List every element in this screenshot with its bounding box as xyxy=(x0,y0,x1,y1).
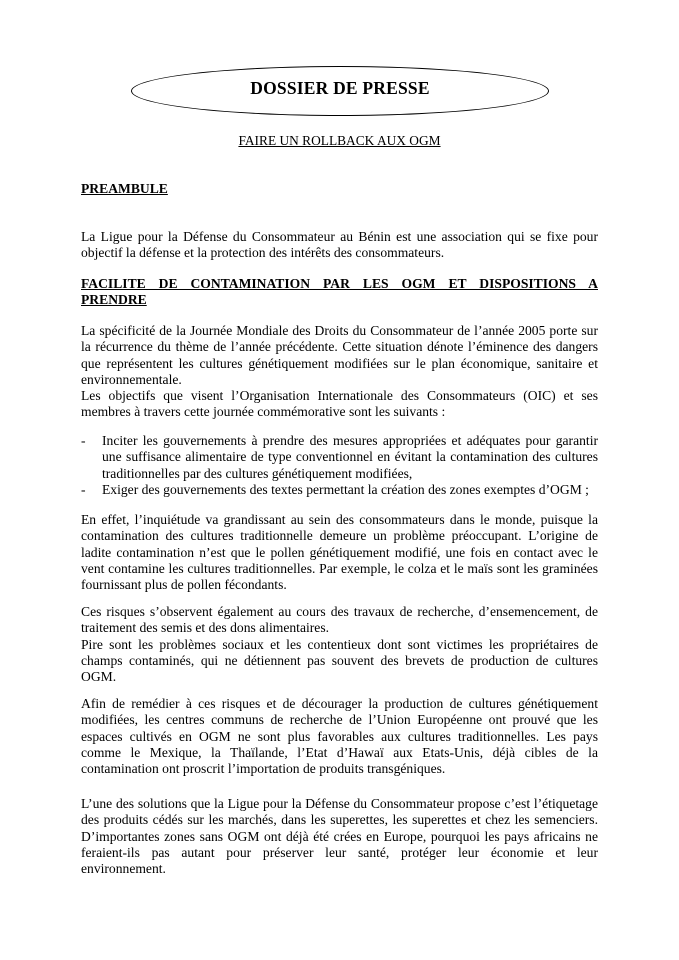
text-line: L’une des solutions que la Ligue pour la Défense du Consommateur propose c’est l’étiquetage xyxy=(81,796,598,811)
text-line: contamination des cultures traditionnelle demeure un problème préoccupant. L’origine de xyxy=(81,528,598,544)
list-dash: - xyxy=(81,433,86,448)
text-line: D’importantes zones sans OGM ont déjà été crées en Europe, pourquoi les pays africains ne xyxy=(81,828,598,844)
text-line: une suffisance alimentaire de type conventionnel en évitant la contamination des cultures xyxy=(102,449,598,465)
document-subtitle: FAIRE UN ROLLBACK AUX OGM xyxy=(238,133,441,148)
preamble-paragraph xyxy=(81,229,598,262)
objectives-list xyxy=(81,433,598,498)
text-line: objectif la défense et la protection des intérêts des consommateurs. xyxy=(81,245,445,261)
text-line: La spécificité de la Journée Mondiale des Droits du Consommateur de l’année 2005 porte sur xyxy=(81,323,598,338)
text-line: traitement des semis et des dons alimentaires. xyxy=(81,620,330,636)
text-line: des produits cédés sur les marchés, dans les superettes, les superettes et chez les semenciers. xyxy=(81,812,598,828)
paragraph-remedies xyxy=(81,696,598,777)
text-line: Pire sont les problèmes sociaux et les contentieux dont sont victimes les propriétaires de xyxy=(81,636,598,652)
text-line: Inciter les gouvernements à prendre des mesures appropriées et adéquates pour garantir xyxy=(102,433,598,448)
text-line: Afin de remédier à ces risques et de décourager la production de cultures génétiquement xyxy=(81,696,598,711)
text-line: espaces cultivés en OGM ne sont plus favorables aux cultures traditionnelles. Les pays xyxy=(81,728,598,744)
text-line: que représentent les cultures génétiquement modifiées sur le plan économique, sanitaire et xyxy=(81,355,598,371)
text-line: En effet, l’inquiétude va grandissant au sein des consommateurs dans le monde, puisque la xyxy=(81,512,598,527)
text-line: feraient-ils pas autant pour préserver leur santé, protéger leur économie et leur xyxy=(81,844,598,860)
preamble-heading: PREAMBULE xyxy=(81,181,168,196)
section-heading-line: FACILITE DE CONTAMINATION PAR LES OGM ET DISPOSITIONS A xyxy=(81,276,598,291)
text-line: vent contamine les cultures traditionnelles. Par exemple, le colza et le maïs sont les graminées xyxy=(81,560,598,576)
text-line: modifiées, les centres communs de recherche de l’Union Européenne ont prouvé que les xyxy=(81,712,598,728)
text-line: La Ligue pour la Défense du Consommateur au Bénin est une association qui se fixe pour xyxy=(81,229,598,244)
section-heading-line: PRENDRE xyxy=(81,291,147,307)
text-line: Ces risques s’observent également au cours des travaux de recherche, d’ensemencement, de xyxy=(81,604,598,619)
text-line: Exiger des gouvernements des textes permettant la création des zones exemptes d’OGM ; xyxy=(102,481,589,497)
text-line: ladite contamination n’est que le pollen génétiquement modifié, une fois en contact avec le xyxy=(81,544,598,560)
list-item xyxy=(81,482,598,498)
paragraph-objectives xyxy=(81,323,598,421)
text-line: environnement. xyxy=(81,861,166,877)
text-line: fournissant plus de pollen fécondants. xyxy=(81,577,287,593)
paragraph-risks xyxy=(81,604,598,685)
text-line: membres à travers cette journée commémorative sont les suivants : xyxy=(81,404,446,420)
section-heading xyxy=(81,276,598,307)
text-line: OGM. xyxy=(81,669,117,685)
text-line: Les objectifs que visent l’Organisation Internationale des Consommateurs (OIC) et ses xyxy=(81,388,598,404)
text-line: environnementale. xyxy=(81,371,182,387)
list-item xyxy=(81,433,598,482)
text-line: traditionnelles par des cultures génétiquement modifiées, xyxy=(102,465,413,481)
text-line: contamination ont proscrit l’importation de produits transgéniques. xyxy=(81,761,446,777)
list-dash: - xyxy=(81,481,86,497)
paragraph-solutions xyxy=(81,796,598,877)
text-line: champs contaminés, qui ne détiennent pas souvent des brevets de production de cultures xyxy=(81,652,598,668)
paragraph-concern xyxy=(81,512,598,593)
text-line: la récurrence du thème de l’année précédente. Cette situation dénote l’éminence des dangers xyxy=(81,339,598,355)
document-title: DOSSIER DE PRESSE xyxy=(250,78,430,98)
text-line: comme le Mexique, la Thaïlande, l’Etat d’Hawaï aux Etats-Unis, déjà cibles de la xyxy=(81,744,598,760)
